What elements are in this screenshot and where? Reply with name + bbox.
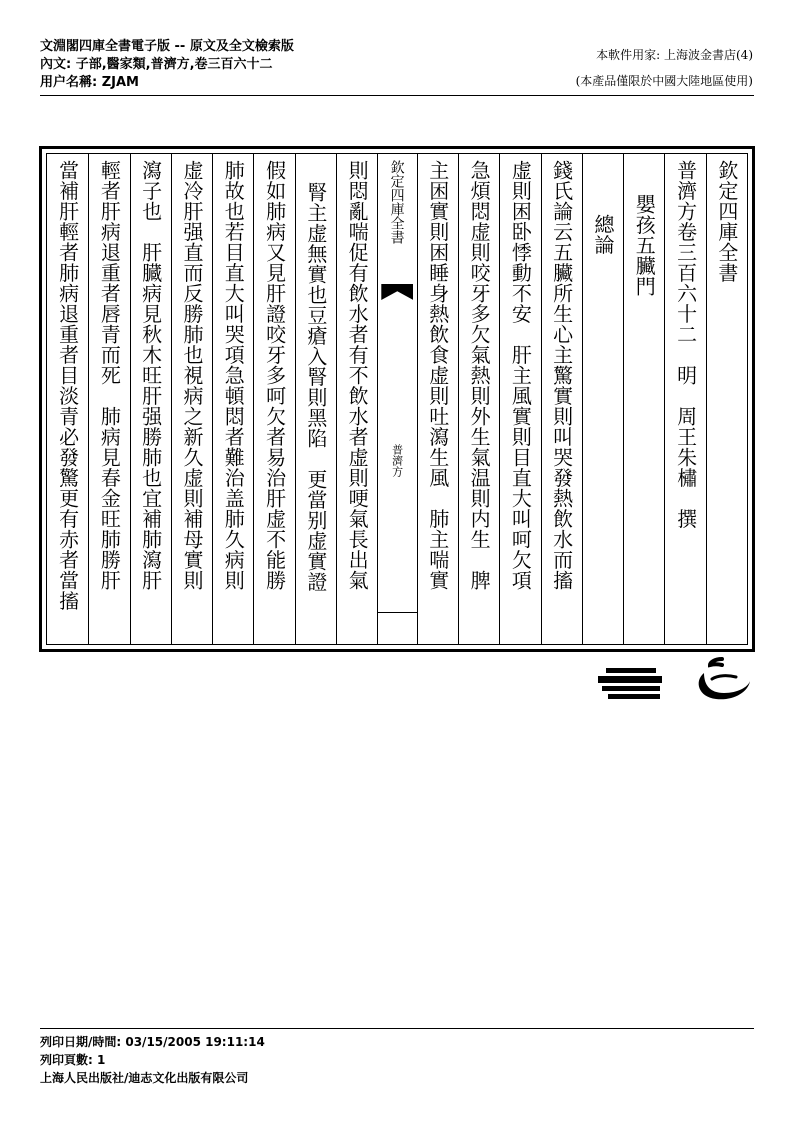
text-column bbox=[417, 154, 458, 644]
center-spine bbox=[377, 154, 416, 644]
text-column bbox=[541, 154, 582, 644]
column-text: 錢氏論云五臟所生心主驚實則叫哭發熱飲水而搐 bbox=[549, 160, 574, 591]
column-text: 輕者肝病退重者唇青而死 肺病見春金旺肺勝肝 bbox=[97, 160, 122, 591]
text-column bbox=[47, 154, 88, 644]
column-text: 總論 bbox=[590, 214, 615, 255]
text-column bbox=[458, 154, 499, 644]
header-left bbox=[40, 38, 294, 92]
spine-divider bbox=[378, 612, 416, 613]
column-text: 虚冷肝强直而反勝肺也視病之新久虚則補母實則 bbox=[179, 160, 204, 591]
spine-title: 欽定四庫全書 bbox=[388, 160, 405, 244]
column-text: 虚則困卧悸動不安 肝主風實則目直大叫呵欠項 bbox=[508, 160, 533, 591]
column-text: 假如肺病又見肝證咬牙多呵欠者易治肝虚不能勝 bbox=[262, 160, 287, 591]
print-page-count: 列印頁數: 1 bbox=[40, 1053, 106, 1067]
text-column bbox=[171, 154, 212, 644]
header-content-path: 內文: 子部,醫家類,普濟方,卷三百六十二 bbox=[40, 57, 273, 72]
text-column bbox=[664, 154, 705, 644]
text-column bbox=[499, 154, 540, 644]
column-text: 肺故也若目直大叫哭項急頓悶者難治盖肺久病則 bbox=[221, 160, 246, 591]
column-text: 急煩悶虚則咬牙多欠氣熱則外生氣温則内生 脾 bbox=[467, 160, 492, 591]
header-licensee: 本軟件用家: 上海波金書店(4) bbox=[596, 48, 753, 62]
spine-book-title: 普濟方 bbox=[390, 444, 404, 477]
text-column bbox=[706, 154, 747, 644]
header-username: 用户名稱: ZJAM bbox=[40, 75, 139, 90]
publisher-logo-emblem bbox=[692, 655, 752, 705]
fishtail-mark bbox=[381, 284, 413, 300]
text-column bbox=[582, 154, 623, 644]
text-column bbox=[336, 154, 377, 644]
header-title: 文淵閣四庫全書電子版 -- 原文及全文檢索版 bbox=[40, 39, 294, 54]
column-text: 當補肝輕者肺病退重者目淡青必發驚更有赤者當搐 bbox=[55, 160, 80, 611]
footer bbox=[40, 1033, 265, 1087]
text-frame bbox=[39, 146, 755, 652]
column-text: 欽定四庫全書 bbox=[714, 160, 739, 283]
text-column bbox=[623, 154, 664, 644]
publisher-name: 上海人民出版社/迪志文化出版有限公司 bbox=[40, 1071, 249, 1085]
text-column bbox=[88, 154, 129, 644]
footer-divider bbox=[40, 1028, 754, 1029]
text-column bbox=[295, 154, 336, 644]
text-column bbox=[253, 154, 294, 644]
column-text: 則悶亂喘促有飲水者有不飲水者虚則哽氣長出氣 bbox=[345, 160, 370, 591]
column-text: 腎主虚無實也豆瘡入腎則黑陷 更當别虚實證 bbox=[303, 182, 328, 592]
header-divider bbox=[40, 95, 754, 96]
publisher-logo-bars bbox=[598, 668, 662, 702]
column-text: 主困實則困睡身熱飲食虚則吐瀉生風 肺主喘實 bbox=[425, 160, 450, 591]
header-region-notice: (本產品僅限於中國大陸地區使用) bbox=[575, 74, 753, 88]
header-right bbox=[576, 42, 753, 94]
text-column bbox=[212, 154, 253, 644]
text-columns bbox=[46, 153, 748, 645]
text-column bbox=[130, 154, 171, 644]
column-text: 瀉子也 肝臓病見秋木旺肝强勝肺也宜補肺瀉肝 bbox=[138, 160, 163, 591]
column-text: 普濟方卷三百六十二 明 周王朱橚 撰 bbox=[673, 160, 698, 529]
column-text: 嬰孩五臟門 bbox=[632, 194, 657, 297]
print-datetime: 列印日期/時間: 03/15/2005 19:11:14 bbox=[40, 1035, 265, 1049]
